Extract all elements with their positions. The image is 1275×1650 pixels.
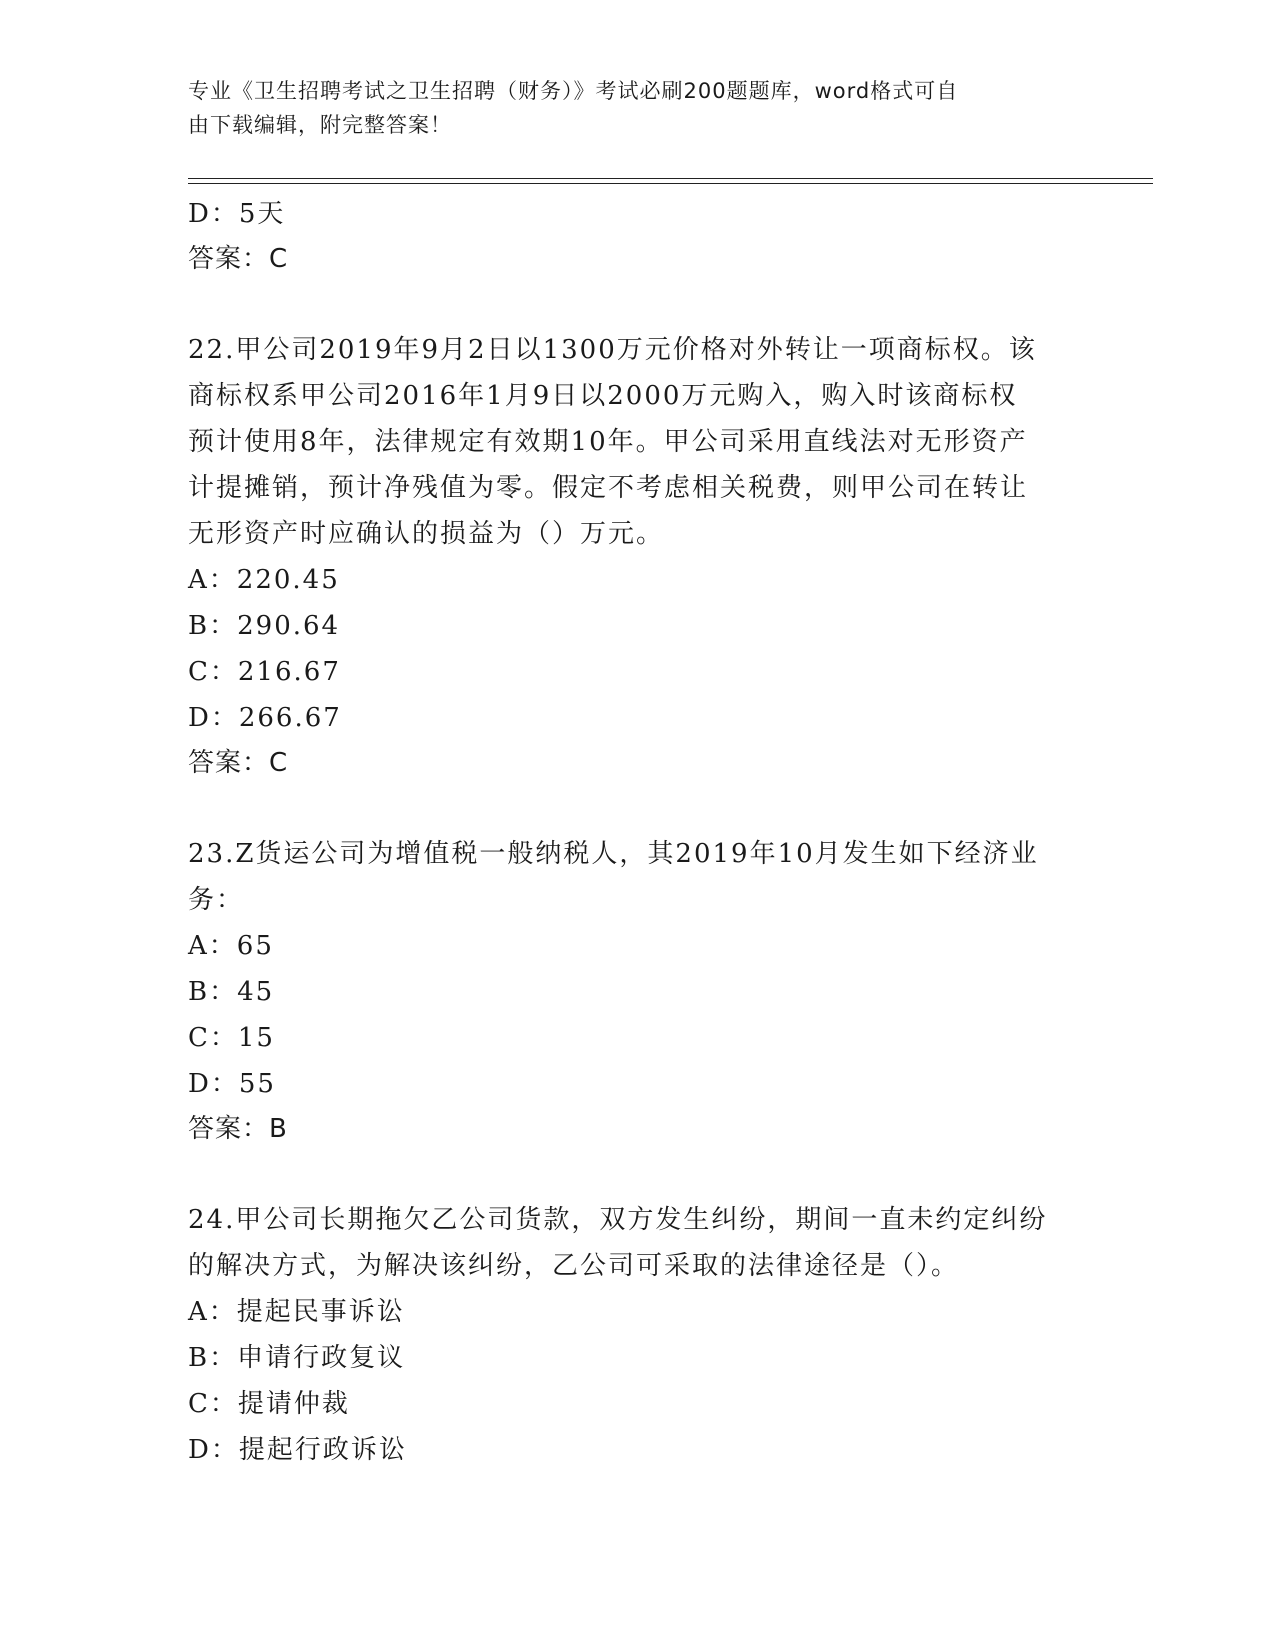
answer-line: 答案：B	[188, 1114, 288, 1144]
question-text-line: 商标权系甲公司2016年1月9日以2000万元购入，购入时该商标权	[188, 381, 1018, 411]
question-21-tail	[188, 191, 1068, 281]
spacer	[188, 785, 1068, 831]
header-line-1: 专业《卫生招聘考试之卫生招聘（财务）》考试必刷200题题库，word格式可自	[188, 79, 959, 103]
answer-line: 答案：C	[188, 244, 289, 274]
option-c: C：15	[188, 1023, 275, 1053]
question-text-line: 无形资产时应确认的损益为（）万元。	[188, 519, 665, 549]
option-b: B：申请行政复议	[188, 1343, 406, 1373]
header-divider-bottom	[188, 183, 1153, 184]
question-23	[188, 831, 1068, 1151]
option-c: C：216.67	[188, 657, 341, 687]
option-d: D：5天	[188, 199, 286, 229]
option-b: B：290.64	[188, 611, 341, 641]
option-b: B：45	[188, 977, 275, 1007]
question-24	[188, 1197, 1068, 1473]
option-d: D：55	[188, 1069, 276, 1099]
question-text-line: 务：	[188, 885, 245, 915]
option-c: C：提请仲裁	[188, 1389, 350, 1419]
header-divider-top	[188, 178, 1153, 179]
option-d: D：提起行政诉讼	[188, 1435, 407, 1465]
question-text-line: 的解决方式，为解决该纠纷，乙公司可采取的法律途径是（）。	[188, 1251, 960, 1281]
option-a: A：提起民事诉讼	[188, 1297, 405, 1327]
answer-line: 答案：C	[188, 748, 289, 778]
option-a: A：220.45	[188, 565, 340, 595]
spacer	[188, 1151, 1068, 1197]
question-list	[188, 191, 1068, 1473]
option-a: A：65	[188, 931, 274, 961]
question-22	[188, 327, 1068, 785]
spacer	[188, 281, 1068, 327]
page-header	[188, 74, 1068, 142]
question-text-line: 24.甲公司长期拖欠乙公司货款，双方发生纠纷，期间一直未约定纠纷	[188, 1205, 1048, 1235]
header-line-2: 由下载编辑，附完整答案！	[188, 113, 452, 137]
question-text-line: 预计使用8年，法律规定有效期10年。甲公司采用直线法对无形资产	[188, 427, 1028, 457]
question-text-line: 22.甲公司2019年9月2日以1300万元价格对外转让一项商标权。该	[188, 335, 1037, 365]
option-d: D：266.67	[188, 703, 342, 733]
question-text-line: 计提摊销，预计净残值为零。假定不考虑相关税费，则甲公司在转让	[188, 473, 1029, 503]
question-text-line: 23.Z货运公司为增值税一般纳税人，其2019年10月发生如下经济业	[188, 839, 1039, 869]
